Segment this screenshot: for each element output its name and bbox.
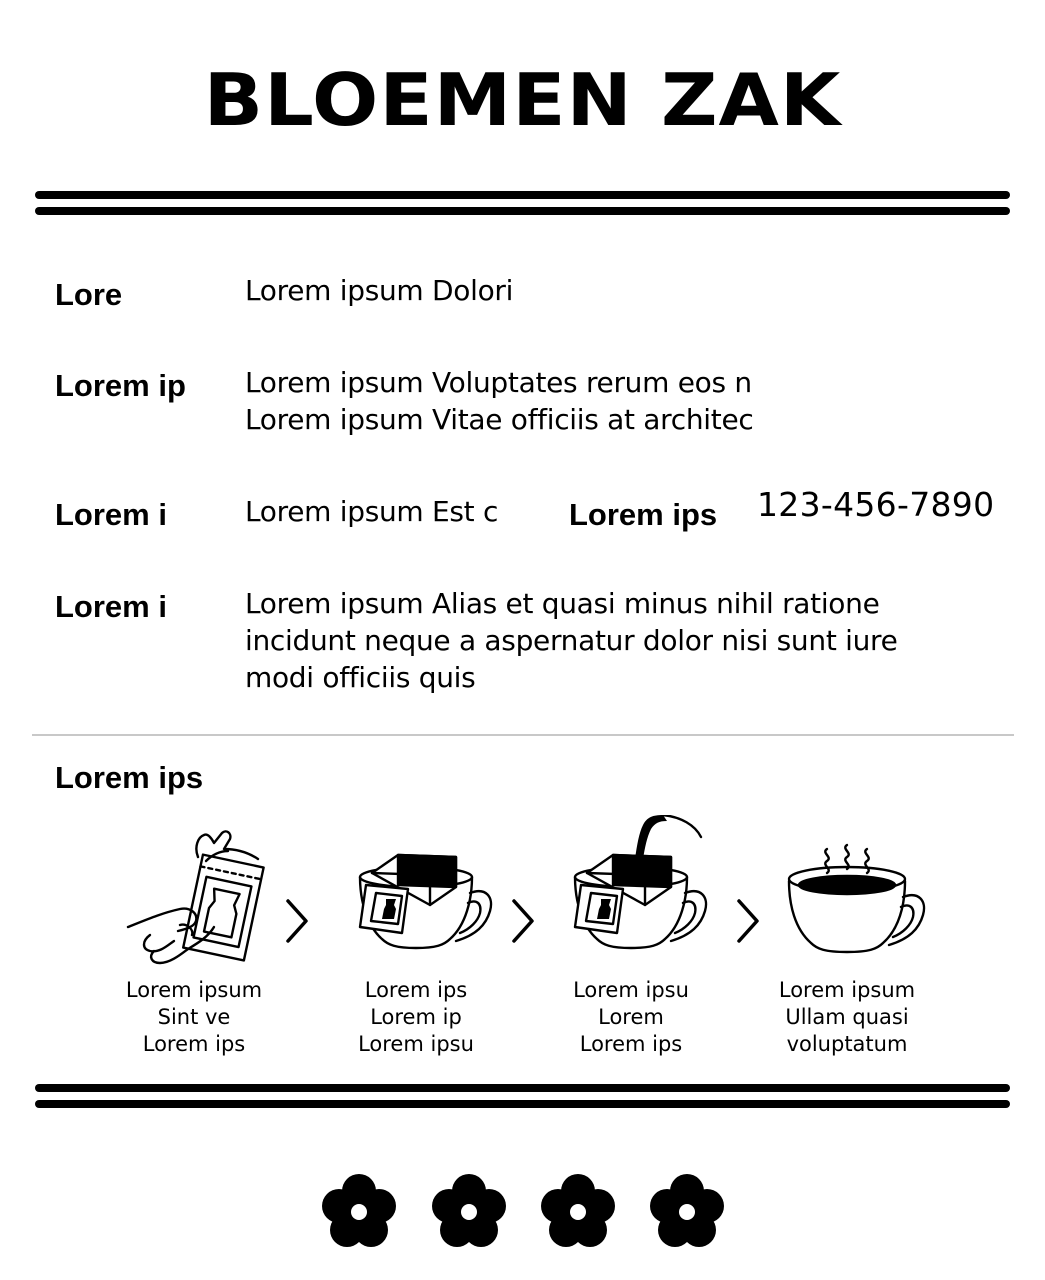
info-label-1: Lore (55, 277, 123, 312)
info-label-4: Lorem i (55, 589, 167, 624)
chevron-right-icon (735, 897, 763, 945)
info-value-4: Lorem ipsum Alias et quasi minus nihil ratione incidunt neque a aspernatur dolor nisi sunt iure modi officiis quis (245, 587, 898, 694)
pour-water-icon (531, 815, 731, 975)
flower-icon (319, 1172, 399, 1252)
chevron-right-icon (284, 897, 312, 945)
step-3-caption: Lorem ipsu Lorem Lorem ips (573, 978, 689, 1056)
info-label-3: Lorem i (55, 497, 167, 532)
info-label-2: Lorem ip (55, 368, 186, 403)
divider-bottom-1 (35, 1084, 1010, 1092)
step-4 (747, 815, 947, 1070)
flower-icon (647, 1172, 727, 1252)
divider-top-2 (35, 207, 1010, 215)
flower-icon (429, 1172, 509, 1252)
step-1-caption: Lorem ipsum Sint ve Lorem ips (125, 978, 263, 1056)
step-2-caption: Lorem ips Lorem ip Lorem ipsu (358, 978, 474, 1056)
instructions-heading: Lorem ips (55, 760, 204, 795)
hot-coffee-cup-icon (747, 815, 947, 975)
step-3 (531, 815, 731, 1070)
divider-top-1 (35, 191, 1010, 199)
phone-label: Lorem ips (569, 497, 718, 532)
step-1 (94, 815, 294, 1070)
step-4-caption: Lorem ipsum Ullam quasi voluptatum (778, 978, 916, 1056)
divider-bottom-2 (35, 1100, 1010, 1108)
phone-number: 123-456-7890 (757, 485, 995, 524)
flower-icon (538, 1172, 618, 1252)
section-divider (32, 734, 1014, 736)
chevron-right-icon (510, 897, 538, 945)
drip-bag-on-cup-icon (316, 815, 516, 975)
product-title: BLOEMEN ZAK (203, 59, 842, 143)
info-value-2: Lorem ipsum Voluptates rerum eos n Lorem ipsum Vitae officiis at architec (245, 366, 754, 436)
open-drip-bag-icon (94, 815, 294, 975)
step-2 (316, 815, 516, 1070)
info-value-3: Lorem ipsum Est c (245, 495, 499, 528)
info-value-1: Lorem ipsum Dolori (245, 274, 514, 307)
